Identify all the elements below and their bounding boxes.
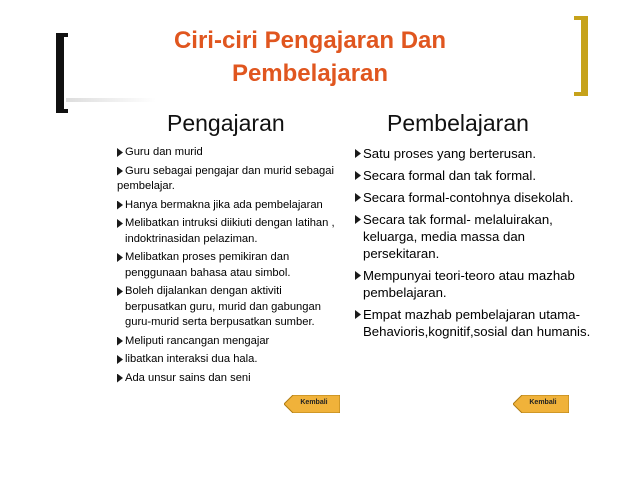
list-item: Secara formal-contohnya disekolah.: [355, 189, 595, 206]
title-line-1: Ciri-ciri Pengajaran Dan: [173, 27, 447, 54]
list-item: Melibatkan proses pemikiran dan penggunaan bahasa atau simbol.: [117, 250, 339, 281]
back-button-left[interactable]: [284, 395, 340, 413]
list-item: libatkan interaksi dua hala.: [117, 352, 339, 368]
left-column-heading: Pengajaran: [167, 110, 285, 136]
list-item: Meliputi rancangan mengajar: [117, 334, 339, 350]
list-item: pembelajar.: [117, 180, 175, 192]
list-item: Secara tak formal- melaluirakan, keluarga, media massa dan persekitaran.: [355, 211, 595, 262]
list-item: Hanya bermakna jika ada pembelajaran: [117, 198, 339, 214]
list-item: Ada unsur sains dan seni: [117, 371, 339, 387]
pengajaran-list: [117, 145, 339, 389]
list-item: Guru sebagai pengajar dan murid sebagai: [117, 164, 339, 180]
title-line-2: Pembelajaran: [231, 60, 389, 87]
list-item: Boleh dijalankan dengan aktiviti berpusatkan guru, murid dan gabungan guru-murid serta berpusatkan sumber.: [117, 284, 339, 331]
back-button-label: Kembali: [529, 399, 557, 406]
left-bracket-fade-decoration: [66, 98, 156, 102]
list-item: Guru dan murid: [117, 145, 339, 161]
list-item: Mempunyai teori-teoro atau mazhab pembelajaran.: [355, 267, 595, 301]
back-button-right[interactable]: [513, 395, 569, 413]
right-column-heading: Pembelajaran: [387, 110, 529, 136]
list-item: Secara formal dan tak formal.: [355, 167, 595, 184]
pembelajaran-list: [355, 145, 595, 345]
back-button-label: Kembali: [300, 399, 328, 406]
list-item: Melibatkan intruksi diikiuti dengan latihan , indoktrinasidan pelaziman.: [117, 216, 339, 247]
slide-title: [110, 24, 510, 90]
list-item: Satu proses yang berterusan.: [355, 145, 595, 162]
right-bracket-decoration: [574, 16, 588, 96]
list-item: Empat mazhab pembelajaran utama-Behavioris,kognitif,sosial dan humanis.: [355, 306, 595, 340]
